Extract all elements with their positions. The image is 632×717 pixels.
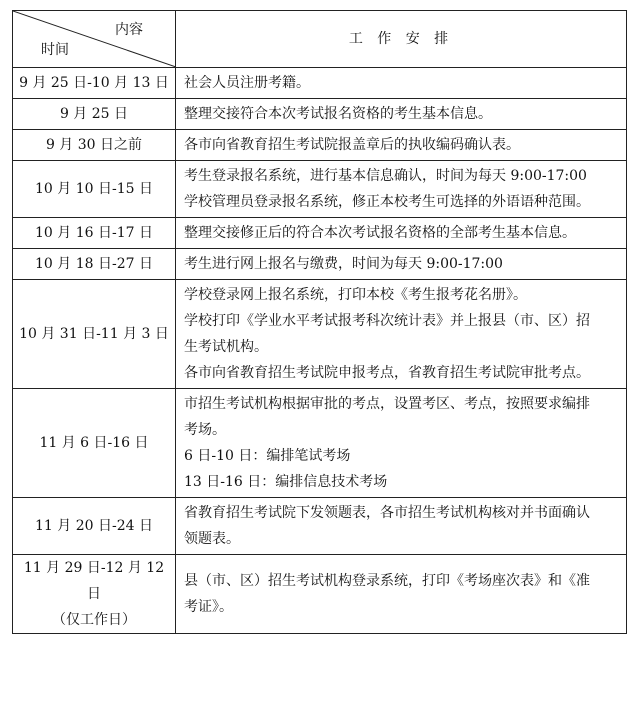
task-text: 考生进行网上报名与缴费，时间为每天 9:00-17:00 <box>184 256 503 272</box>
corner-header-cell <box>13 11 176 68</box>
task-text: 社会人员注册考籍。 <box>184 75 310 91</box>
schedule-row <box>13 99 627 130</box>
time-cell <box>13 280 176 389</box>
time-cell <box>13 389 176 498</box>
task-text: 学校打印《学业水平考试报考科次统计表》并上报县（市、区）招 <box>184 313 590 329</box>
task-text: 各市向省教育招生考试院申报考点，省教育招生考试院审批考点。 <box>184 365 590 381</box>
time-text: 11 月 20 日-24 日 <box>35 518 153 534</box>
time-text: （仅工作日） <box>52 612 136 628</box>
task-text: 领题表。 <box>184 531 240 547</box>
schedule-row <box>13 130 627 161</box>
task-text: 考生登录报名系统，进行基本信息确认，时间为每天 9:00-17:00 <box>184 168 587 184</box>
task-text: 学校管理员登录报名系统，修正本校考生可选择的外语语种范围。 <box>184 194 590 210</box>
task-cell <box>176 249 627 280</box>
task-cell <box>176 280 627 389</box>
schedule-table <box>12 10 626 634</box>
task-text: 学校登录网上报名系统，打印本校《考生报考花名册》。 <box>184 287 527 303</box>
task-text: 考场。 <box>184 422 226 438</box>
time-cell <box>13 555 176 634</box>
time-text: 9 月 30 日之前 <box>45 137 143 153</box>
work-arrangement-header: 工 作 安 排 <box>176 11 627 68</box>
task-cell <box>176 68 627 99</box>
task-cell <box>176 161 627 218</box>
header-row <box>13 11 627 68</box>
schedule-row <box>13 498 627 555</box>
task-text: 各市向省教育招生考试院报盖章后的执收编码确认表。 <box>184 137 520 153</box>
time-cell <box>13 498 176 555</box>
time-header-label: 时间 <box>41 42 69 58</box>
task-cell <box>176 99 627 130</box>
task-cell <box>176 498 627 555</box>
schedule-row <box>13 280 627 389</box>
task-text: 整理交接符合本次考试报名资格的考生基本信息。 <box>184 106 492 122</box>
time-cell <box>13 161 176 218</box>
task-text: 13 日-16 日：编排信息技术考场 <box>184 474 388 490</box>
schedule-row <box>13 68 627 99</box>
task-cell <box>176 389 627 498</box>
task-text: 生考试机构。 <box>184 339 268 355</box>
time-text: 9 月 25 日 <box>59 106 129 122</box>
task-text: 市招生考试机构根据审批的考点，设置考区、考点，按照要求编排 <box>184 396 590 412</box>
time-text: 9 月 25 日-10 月 13 日 <box>19 75 169 91</box>
time-text: 11 月 6 日-16 日 <box>39 435 149 451</box>
schedule-row <box>13 161 627 218</box>
task-text: 6 日-10 日：编排笔试考场 <box>184 448 351 464</box>
diagonal-divider <box>13 11 176 67</box>
task-text: 县（市、区）招生考试机构登录系统，打印《考场座次表》和《准 <box>184 573 590 589</box>
task-cell <box>176 218 627 249</box>
time-cell <box>13 218 176 249</box>
schedule-row <box>13 218 627 249</box>
time-text: 10 月 10 日-15 日 <box>35 181 153 197</box>
time-text: 11 月 29 日-12 月 12 日 <box>23 560 165 602</box>
time-cell <box>13 68 176 99</box>
time-cell <box>13 249 176 280</box>
task-cell <box>176 130 627 161</box>
task-text: 省教育招生考试院下发领题表，各市招生考试机构核对并书面确认 <box>184 505 590 521</box>
task-text: 考证》。 <box>184 599 233 615</box>
time-cell <box>13 99 176 130</box>
time-text: 10 月 31 日-11 月 3 日 <box>19 326 169 342</box>
task-text: 整理交接修正后的符合本次考试报名资格的全部考生基本信息。 <box>184 225 576 241</box>
time-text: 10 月 18 日-27 日 <box>35 256 153 272</box>
time-cell <box>13 130 176 161</box>
schedule-row <box>13 249 627 280</box>
schedule-row <box>13 389 627 498</box>
time-text: 10 月 16 日-17 日 <box>35 225 153 241</box>
task-cell <box>176 555 627 634</box>
schedule-row <box>13 555 627 634</box>
content-header-label: 内容 <box>115 22 143 38</box>
